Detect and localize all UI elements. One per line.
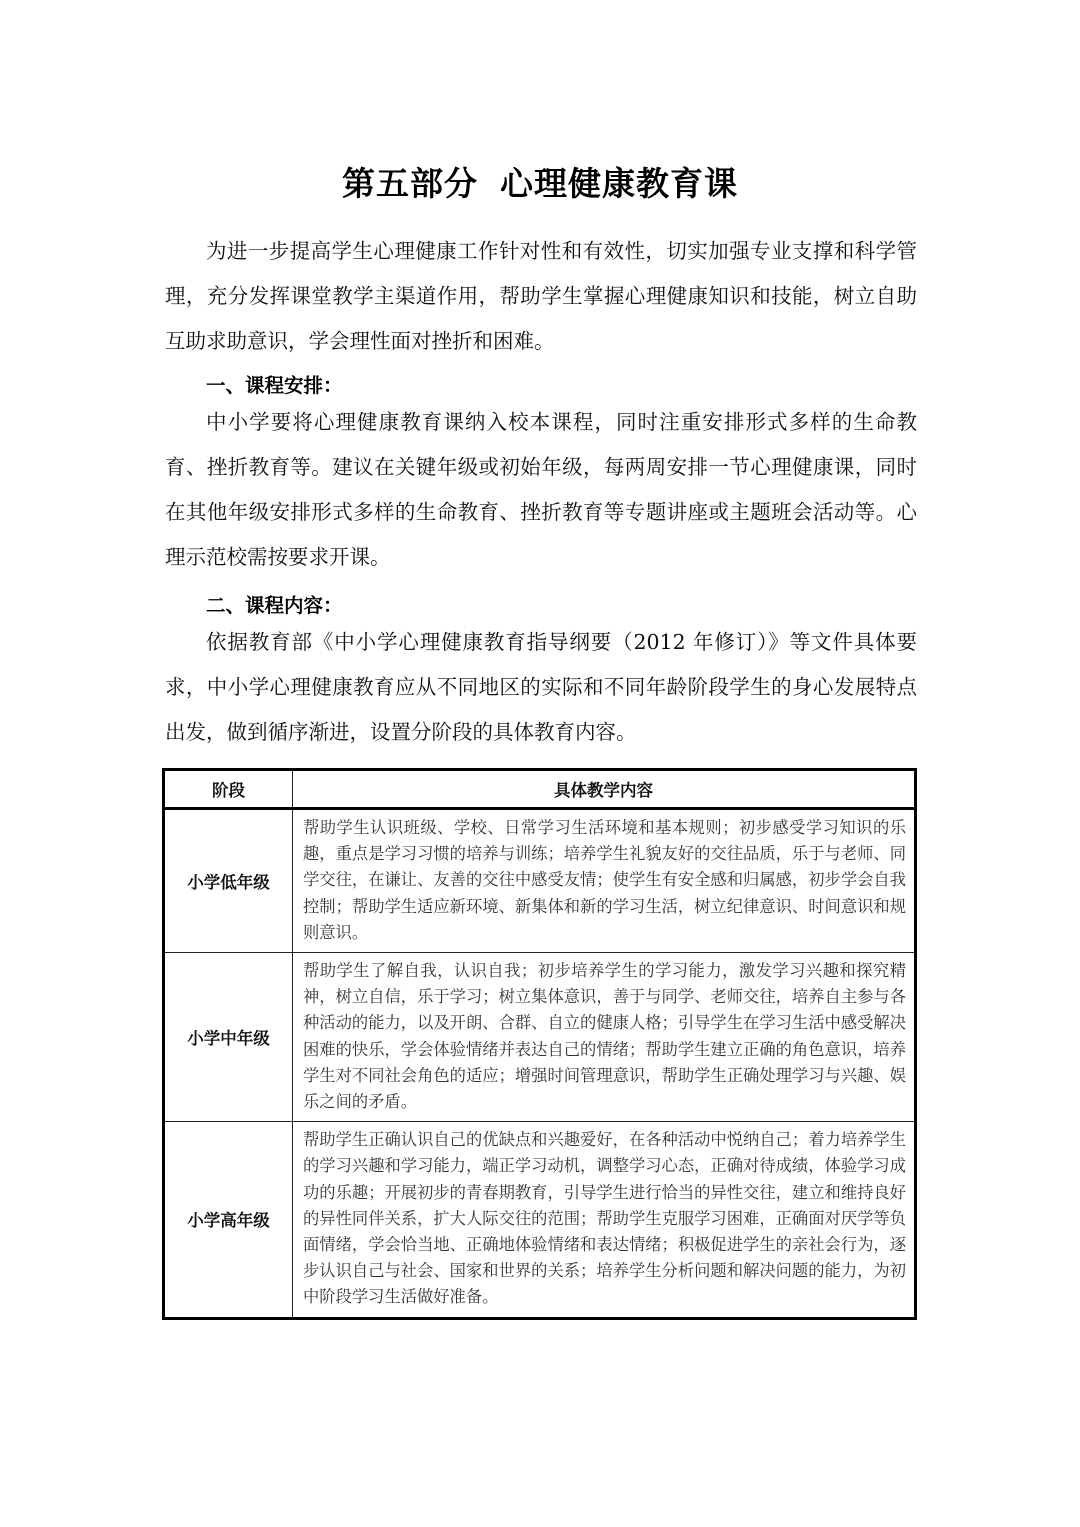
- content-cell: 帮助学生正确认识自己的优缺点和兴趣爱好，在各种活动中悦纳自己；着力培养学生的学习兴趣和学习能力，端正学习动机，调整学习心态，正确对待成绩，体验学习成功的乐趣；开展初步的青春期教育，引导学生进行恰当的异性交往，建立和维持良好的异性同伴关系，扩大人际交往的范围；帮助学生克服学习困难，正确面对厌学等负面情绪，学会恰当地、正确地体验情绪和表达情绪；积极促进学生的亲社会行为，逐步认识自己与社会、国家和世界的关系；培养学生分析问题和解决问题的能力，为初中阶段学习生活做好准备。: [293, 1122, 916, 1318]
- table-row: [164, 953, 916, 1122]
- header-stage: 阶段: [164, 770, 293, 809]
- title-part: 第五部分: [342, 164, 478, 203]
- intro-paragraph: 为进一步提高学生心理健康工作针对性和有效性，切实加强专业支撑和科学管理，充分发挥课堂教学主渠道作用，帮助学生掌握心理健康知识和技能，树立自助互助求助意识，学会理性面对挫折和困难。: [165, 239, 917, 353]
- stage-cell: 小学高年级: [164, 1122, 293, 1318]
- stage-cell: 小学低年级: [164, 809, 293, 953]
- schedule-paragraph: 中小学要将心理健康教育课纳入校本课程，同时注重安排形式多样的生命教育、挫折教育等。建议在关键年级或初始年级，每两周安排一节心理健康课，同时在其他年级安排形式多样的生命教育、挫折教育等专题讲座或主题班会活动等。心理示范校需按要求开课。: [165, 410, 917, 569]
- content-paragraph: 依据教育部《中小学心理健康教育指导纲要（2012 年修订）》等文件具体要求，中小学心理健康教育应从不同地区的实际和不同年龄阶段学生的身心发展特点出发，做到循序渐进，设置分阶段的具体教育内容。: [165, 630, 917, 744]
- table-row: [164, 1122, 916, 1318]
- table-header-row: [164, 770, 916, 809]
- title-subject: 心理健康教育课: [500, 164, 738, 203]
- table-row: [164, 809, 916, 953]
- section-heading-content: 二、课程内容：: [206, 594, 343, 617]
- header-content: 具体教学内容: [293, 770, 916, 809]
- section-heading-schedule: 一、课程安排：: [206, 374, 343, 397]
- curriculum-table: [162, 768, 917, 1320]
- content-cell: 帮助学生认识班级、学校、日常学习生活环境和基本规则；初步感受学习知识的乐趣，重点是学习习惯的培养与训练；培养学生礼貌友好的交往品质，乐于与老师、同学交往，在谦让、友善的交往中感受友情；使学生有安全感和归属感，初步学会自我控制；帮助学生适应新环境、新集体和新的学习生活，树立纪律意识、时间意识和规则意识。: [293, 809, 916, 953]
- content-cell: 帮助学生了解自我，认识自我；初步培养学生的学习能力，激发学习兴趣和探究精神，树立自信，乐于学习；树立集体意识，善于与同学、老师交往，培养自主参与各种活动的能力，以及开朗、合群、自立的健康人格；引导学生在学习生活中感受解决困难的快乐，学会体验情绪并表达自己的情绪；帮助学生建立正确的角色意识，培养学生对不同社会角色的适应；增强时间管理意识，帮助学生正确处理学习与兴趣、娱乐之间的矛盾。: [293, 953, 916, 1122]
- stage-cell: 小学中年级: [164, 953, 293, 1122]
- page-title: [0, 158, 1080, 205]
